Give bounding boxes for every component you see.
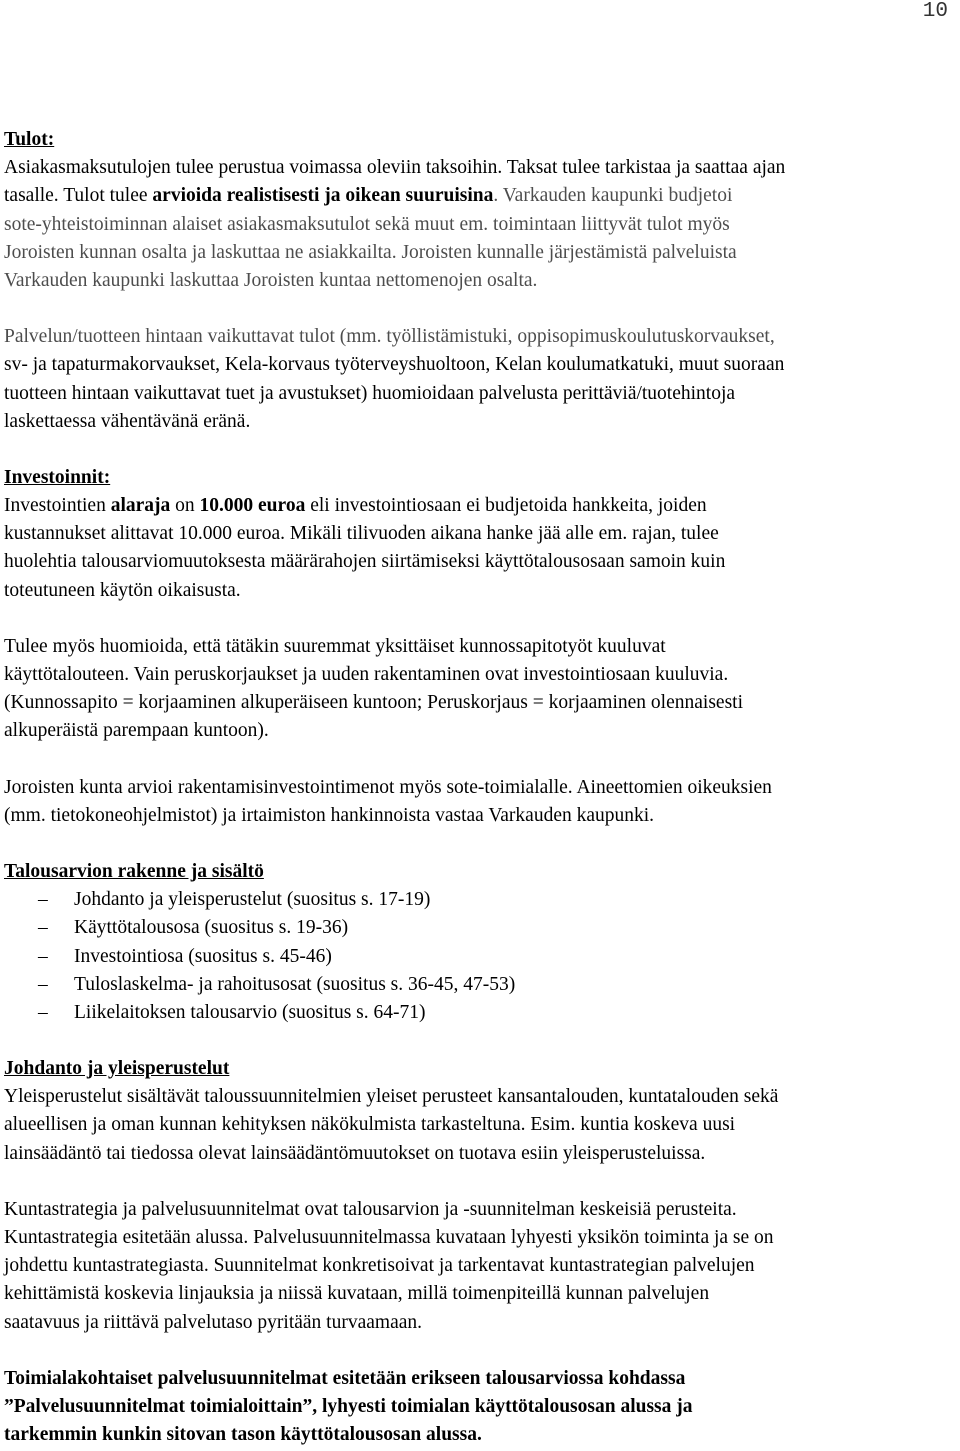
section-heading-johdanto: Johdanto ja yleisperustelut	[4, 1058, 230, 1080]
paragraph-line: käyttötalouteen. Vain peruskorjaukset ja uuden rakentaminen ovat investointiosaan kuuluvia.	[4, 664, 729, 685]
paragraph-line: alkuperäistä parempaan kuntoon).	[4, 720, 269, 742]
paragraph-line	[4, 182, 954, 210]
paragraph-line: sote-yhteistoiminnan alaiset asiakasmaksutulot sekä muut em. toimintaan liittyvät tulot myös	[4, 213, 730, 235]
paragraph-line: Varkauden kaupunki laskuttaa Joroisten kuntaa nettomenojen osalta.	[4, 269, 538, 291]
list-item	[4, 971, 954, 999]
bold-text: arvioida realistisesti ja oikean suuruisina	[152, 185, 494, 207]
list-item-label: Liikelaitoksen talousarvio (suositus s. 64-71)	[74, 1001, 426, 1023]
paragraph-line: Asiakasmaksutulojen tulee perustua voimassa oleviin taksoihin. Taksat tulee tarkistaa ja saattaa ajan	[4, 157, 786, 179]
document-body	[4, 126, 954, 1449]
paragraph-line: kustannukset alittavat 10.000 euroa. Mikäli tilivuoden aikana hanke jää alle em. rajan, tulee	[4, 523, 719, 545]
text-run: Investointien	[4, 495, 111, 517]
paragraph-line: toteutuneen käytön oikaisusta.	[4, 579, 241, 601]
paragraph-line: kehittämistä koskevia linjauksia ja niissä kuvataan, millä toimenpiteillä kunnan palvelujen	[4, 1283, 710, 1305]
list-item	[4, 886, 954, 914]
dash-bullet-icon: –	[38, 917, 48, 939]
paragraph-line: Kuntastrategia ja palvelusuunnitelmat ovat talousarvion ja -suunnitelman keskeisiä perusteita.	[4, 1198, 737, 1220]
text-run: on	[170, 495, 200, 517]
dash-bullet-icon: –	[38, 945, 48, 967]
paragraph-line: johdettu kuntastrategiasta. Suunnitelmat konkretisoivat ja tarkentavat kuntastrategian palvelujen	[4, 1255, 755, 1277]
text-run: tasalle. Tulot tulee	[4, 185, 153, 207]
paragraph-line: tuotteen hintaan vaikuttavat tuet ja avustukset) huomioidaan palvelusta perittäviä/tuotehintoja	[4, 382, 736, 404]
paragraph-line: saatavuus ja riittävä palvelutaso pyritään turvaamaan.	[4, 1311, 423, 1333]
paragraph-line: huolehtia talousarviomuutoksesta määrärahojen siirtämiseksi käyttötalousosaan samoin kuin	[4, 551, 726, 573]
bold-text: 10.000 euroa	[199, 495, 306, 517]
bold-text: alaraja	[110, 495, 171, 517]
paragraph-line: Kuntastrategia esitetään alussa. Palvelusuunnitelmassa kuvataan lyhyesti yksikön toiminta ja se on	[4, 1227, 774, 1248]
dash-bullet-icon: –	[38, 889, 48, 911]
dash-bullet-icon: –	[38, 1001, 48, 1023]
section-heading-tulot: Tulot:	[4, 129, 55, 150]
paragraph-line: Palvelun/tuotteen hintaan vaikuttavat tulot (mm. työllistämistuki, oppisopimuskoulutuskorvaukset,	[4, 326, 775, 348]
paragraph-line: sv- ja tapaturmakorvaukset, Kela-korvaus työterveyshuoltoon, Kelan koulumatkatuki, muut suoraan	[4, 354, 785, 376]
list-item-label: Käyttötalousosa (suositus s. 19-36)	[74, 917, 349, 939]
list-item	[4, 943, 954, 971]
bold-paragraph-line: Toimialakohtaiset palvelusuunnitelmat esitetään erikseen talousarviossa kohdassa	[4, 1367, 686, 1389]
section-heading-investoinnit: Investoinnit:	[4, 466, 111, 488]
paragraph-line: Tulee myös huomioida, että tätäkin suuremmat yksittäiset kunnossapitotyöt kuuluvat	[4, 635, 666, 657]
paragraph-line: alueellisen ja oman kunnan kehityksen näkökulmista tarkasteltuna. Esim. kuntia koskeva uusi	[4, 1114, 736, 1136]
text-run: . Varkauden kaupunki budjetoi	[493, 185, 733, 207]
paragraph-line: Yleisperustelut sisältävät taloussuunnitelmien yleiset perusteet kansantalouden, kuntatalouden sekä	[4, 1086, 779, 1108]
paragraph-line	[4, 492, 954, 520]
paragraph-line: (mm. tietokoneohjelmistot) ja irtaimiston hankinnoista vastaa Varkauden kaupunki.	[4, 804, 655, 826]
text-run: eli investointiosaan ei budjetoida hankkeita, joiden	[305, 495, 707, 517]
list-item-label: Investointiosa (suositus s. 45-46)	[74, 945, 332, 967]
list-item	[4, 914, 954, 942]
paragraph-line: Joroisten kunta arvioi rakentamisinvestointimenot myös sote-toimialalle. Aineettomien oikeuksien	[4, 776, 772, 798]
list-item-label: Johdanto ja yleisperustelut (suositus s. 17-19)	[74, 889, 431, 911]
bold-paragraph-line: tarkemmin kunkin sitovan tason käyttötalousosan alussa.	[4, 1424, 482, 1446]
page-number: 10	[922, 0, 948, 23]
paragraph-line: (Kunnossapito = korjaaminen alkuperäiseen kuntoon; Peruskorjaus = korjaaminen olennaisesti	[4, 692, 743, 714]
paragraph-line: Joroisten kunnan osalta ja laskuttaa ne asiakkailta. Joroisten kunnalle järjestämistä palveluista	[4, 241, 737, 263]
paragraph-line: lainsäädäntö tai tiedossa olevat lainsäädäntömuutokset on tuotava esiin yleisperusteluissa.	[4, 1142, 706, 1164]
bold-paragraph-line: ”Palvelusuunnitelmat toimialoittain”, lyhyesti toimialan käyttötalousosan alussa ja	[4, 1395, 693, 1417]
paragraph-line: laskettaessa vähentävänä eränä.	[4, 410, 251, 432]
section-heading-rakenne: Talousarvion rakenne ja sisältö	[4, 860, 264, 882]
list-item-label: Tuloslaskelma- ja rahoitusosat (suositus s. 36-45, 47-53)	[74, 973, 516, 995]
list-item	[4, 999, 954, 1027]
dash-bullet-icon: –	[38, 973, 48, 995]
